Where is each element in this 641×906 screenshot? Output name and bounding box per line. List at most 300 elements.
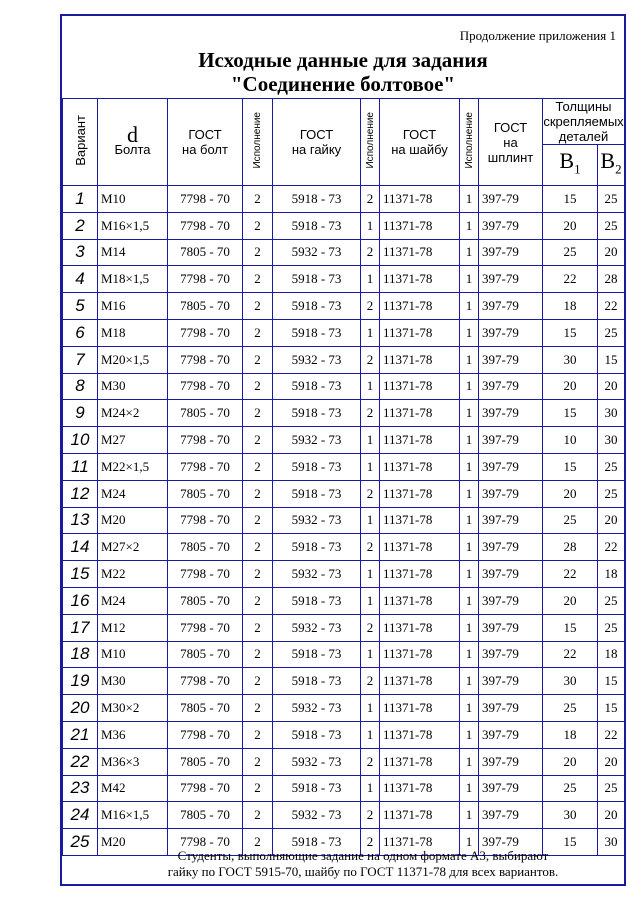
- cell-n: 18: [63, 641, 98, 668]
- d-label: Болта: [114, 142, 151, 157]
- cell-e1: 2: [243, 695, 273, 722]
- cell-b2: 20: [598, 507, 625, 534]
- cell-b1: 25: [543, 239, 598, 266]
- cell-e1: 2: [243, 534, 273, 561]
- cell-b1: 15: [543, 453, 598, 480]
- continuation-note: Продолжение приложения 1: [459, 28, 616, 43]
- table-row: [63, 721, 625, 748]
- cell-pin: 397-79: [479, 802, 543, 829]
- cell-bolt: 7798 - 70: [168, 829, 243, 856]
- cell-e2: 1: [361, 453, 380, 480]
- cell-nut: 5932 - 73: [273, 427, 361, 454]
- cell-pin: 397-79: [479, 319, 543, 346]
- cell-nut: 5918 - 73: [273, 453, 361, 480]
- cell-n: 17: [63, 614, 98, 641]
- cell-n: 24: [63, 802, 98, 829]
- cell-pin: 397-79: [479, 373, 543, 400]
- cell-e1: 2: [243, 239, 273, 266]
- cell-d: M30: [98, 668, 168, 695]
- cell-e3: 1: [460, 748, 479, 775]
- cell-e3: 1: [460, 373, 479, 400]
- cell-washer: 11371-78: [380, 507, 460, 534]
- table-row: [63, 266, 625, 293]
- cell-nut: 5918 - 73: [273, 534, 361, 561]
- cell-bolt: 7805 - 70: [168, 587, 243, 614]
- cell-washer: 11371-78: [380, 453, 460, 480]
- cell-e2: 2: [361, 802, 380, 829]
- cell-d: M14: [98, 239, 168, 266]
- cell-washer: 11371-78: [380, 293, 460, 320]
- cell-pin: 397-79: [479, 186, 543, 213]
- cell-e2: 1: [361, 641, 380, 668]
- cell-pin: 397-79: [479, 293, 543, 320]
- table-row: [63, 561, 625, 588]
- cell-b1: 30: [543, 668, 598, 695]
- cell-washer: 11371-78: [380, 480, 460, 507]
- cell-e3: 1: [460, 721, 479, 748]
- cell-e1: 2: [243, 668, 273, 695]
- table-row: [63, 346, 625, 373]
- cell-pin: 397-79: [479, 587, 543, 614]
- cell-e3: 1: [460, 427, 479, 454]
- cell-d: M16×1,5: [98, 802, 168, 829]
- cell-e1: 2: [243, 561, 273, 588]
- cell-b2: 18: [598, 561, 625, 588]
- cell-e3: 1: [460, 829, 479, 856]
- cell-bolt: 7798 - 70: [168, 507, 243, 534]
- col-b1: $B_1$: [543, 145, 598, 186]
- cell-b1: 22: [543, 561, 598, 588]
- cell-b2: 20: [598, 802, 625, 829]
- cell-washer: 11371-78: [380, 775, 460, 802]
- cell-d: M20×1,5: [98, 346, 168, 373]
- cell-e2: 2: [361, 293, 380, 320]
- cell-nut: 5932 - 73: [273, 239, 361, 266]
- cell-e3: 1: [460, 614, 479, 641]
- cell-bolt: 7805 - 70: [168, 480, 243, 507]
- cell-e2: 1: [361, 775, 380, 802]
- cell-nut: 5918 - 73: [273, 186, 361, 213]
- col-d: [98, 99, 168, 186]
- cell-pin: 397-79: [479, 561, 543, 588]
- header-row: [63, 99, 625, 145]
- cell-e1: 2: [243, 212, 273, 239]
- cell-washer: 11371-78: [380, 534, 460, 561]
- cell-b2: 25: [598, 453, 625, 480]
- cell-d: M24: [98, 480, 168, 507]
- cell-nut: 5932 - 73: [273, 695, 361, 722]
- cell-b2: 20: [598, 748, 625, 775]
- cell-b2: 20: [598, 239, 625, 266]
- cell-e2: 1: [361, 266, 380, 293]
- col-thickness: Толщины скрепляемых деталей: [543, 99, 624, 144]
- cell-n: 6: [63, 319, 98, 346]
- cell-nut: 5918 - 73: [273, 668, 361, 695]
- cell-washer: 11371-78: [380, 802, 460, 829]
- cell-d: M10: [98, 641, 168, 668]
- cell-washer: 11371-78: [380, 400, 460, 427]
- cell-b1: 20: [543, 212, 598, 239]
- cell-e2: 1: [361, 695, 380, 722]
- cell-bolt: 7798 - 70: [168, 319, 243, 346]
- cell-n: 13: [63, 507, 98, 534]
- cell-washer: 11371-78: [380, 319, 460, 346]
- cell-e3: 1: [460, 400, 479, 427]
- cell-nut: 5918 - 73: [273, 266, 361, 293]
- cell-b2: 30: [598, 400, 625, 427]
- cell-b2: 25: [598, 212, 625, 239]
- cell-washer: 11371-78: [380, 239, 460, 266]
- cell-d: M18×1,5: [98, 266, 168, 293]
- cell-pin: 397-79: [479, 400, 543, 427]
- cell-e2: 2: [361, 668, 380, 695]
- table-row: [63, 695, 625, 722]
- cell-nut: 5932 - 73: [273, 346, 361, 373]
- cell-bolt: 7798 - 70: [168, 775, 243, 802]
- cell-e1: 2: [243, 748, 273, 775]
- cell-bolt: 7798 - 70: [168, 561, 243, 588]
- cell-pin: 397-79: [479, 668, 543, 695]
- cell-e2: 2: [361, 239, 380, 266]
- cell-n: 4: [63, 266, 98, 293]
- cell-e3: 1: [460, 266, 479, 293]
- cell-e2: 2: [361, 480, 380, 507]
- variants-table: [62, 98, 625, 856]
- cell-b1: 28: [543, 534, 598, 561]
- cell-e1: 2: [243, 373, 273, 400]
- cell-nut: 5918 - 73: [273, 641, 361, 668]
- cell-b2: 22: [598, 534, 625, 561]
- cell-e1: 2: [243, 319, 273, 346]
- table-row: [63, 427, 625, 454]
- cell-b2: 25: [598, 480, 625, 507]
- cell-b2: 25: [598, 319, 625, 346]
- col-execution-3: Исполнение: [460, 99, 479, 186]
- cell-bolt: 7798 - 70: [168, 721, 243, 748]
- table-row: [63, 614, 625, 641]
- cell-washer: 11371-78: [380, 641, 460, 668]
- cell-washer: 11371-78: [380, 614, 460, 641]
- cell-e3: 1: [460, 587, 479, 614]
- cell-b2: 15: [598, 695, 625, 722]
- cell-e1: 2: [243, 641, 273, 668]
- cell-nut: 5918 - 73: [273, 587, 361, 614]
- cell-e3: 1: [460, 802, 479, 829]
- cell-d: M27: [98, 427, 168, 454]
- cell-washer: 11371-78: [380, 721, 460, 748]
- cell-n: 7: [63, 346, 98, 373]
- cell-b1: 30: [543, 346, 598, 373]
- table-body: [63, 186, 625, 856]
- table-row: [63, 239, 625, 266]
- cell-e2: 1: [361, 319, 380, 346]
- cell-nut: 5918 - 73: [273, 480, 361, 507]
- cell-bolt: 7805 - 70: [168, 400, 243, 427]
- cell-e1: 2: [243, 587, 273, 614]
- cell-bolt: 7805 - 70: [168, 534, 243, 561]
- cell-b1: 22: [543, 266, 598, 293]
- cell-d: M22×1,5: [98, 453, 168, 480]
- cell-e3: 1: [460, 507, 479, 534]
- cell-b2: 25: [598, 587, 625, 614]
- cell-pin: 397-79: [479, 829, 543, 856]
- cell-b2: 22: [598, 293, 625, 320]
- col-b2: $B_2$: [598, 145, 625, 186]
- cell-washer: 11371-78: [380, 427, 460, 454]
- cell-pin: 397-79: [479, 534, 543, 561]
- cell-n: 16: [63, 587, 98, 614]
- cell-e3: 1: [460, 775, 479, 802]
- title-line-1: Исходные данные для задания: [198, 48, 488, 72]
- cell-washer: 11371-78: [380, 186, 460, 213]
- col-execution-2: Исполнение: [361, 99, 380, 186]
- cell-b1: 20: [543, 480, 598, 507]
- cell-nut: 5932 - 73: [273, 507, 361, 534]
- cell-nut: 5918 - 73: [273, 212, 361, 239]
- cell-nut: 5932 - 73: [273, 614, 361, 641]
- table-row: [63, 480, 625, 507]
- cell-e3: 1: [460, 186, 479, 213]
- cell-d: M16: [98, 293, 168, 320]
- cell-e1: 2: [243, 186, 273, 213]
- cell-b1: 15: [543, 319, 598, 346]
- cell-nut: 5918 - 73: [273, 293, 361, 320]
- cell-nut: 5932 - 73: [273, 748, 361, 775]
- cell-e1: 2: [243, 293, 273, 320]
- cell-d: M36: [98, 721, 168, 748]
- cell-b1: 25: [543, 695, 598, 722]
- cell-d: M30: [98, 373, 168, 400]
- cell-e1: 2: [243, 507, 273, 534]
- cell-bolt: 7805 - 70: [168, 748, 243, 775]
- cell-d: M16×1,5: [98, 212, 168, 239]
- cell-d: M30×2: [98, 695, 168, 722]
- cell-e2: 1: [361, 507, 380, 534]
- cell-e2: 1: [361, 427, 380, 454]
- cell-d: M42: [98, 775, 168, 802]
- cell-d: M24: [98, 587, 168, 614]
- cell-d: M10: [98, 186, 168, 213]
- table-row: [63, 802, 625, 829]
- cell-n: 14: [63, 534, 98, 561]
- cell-e2: 2: [361, 400, 380, 427]
- cell-bolt: 7805 - 70: [168, 239, 243, 266]
- cell-b2: 30: [598, 427, 625, 454]
- cell-pin: 397-79: [479, 427, 543, 454]
- cell-e1: 2: [243, 480, 273, 507]
- cell-n: 15: [63, 561, 98, 588]
- cell-bolt: 7805 - 70: [168, 695, 243, 722]
- col-gost-nut: ГОСТ на гайку: [273, 99, 361, 186]
- cell-b2: 15: [598, 668, 625, 695]
- table-row: [63, 373, 625, 400]
- cell-d: M24×2: [98, 400, 168, 427]
- table-row: [63, 186, 625, 213]
- cell-e3: 1: [460, 641, 479, 668]
- cell-pin: 397-79: [479, 614, 543, 641]
- cell-e1: 2: [243, 614, 273, 641]
- cell-e1: 2: [243, 721, 273, 748]
- cell-e1: 2: [243, 346, 273, 373]
- cell-n: 23: [63, 775, 98, 802]
- cell-pin: 397-79: [479, 480, 543, 507]
- cell-b2: 20: [598, 373, 625, 400]
- cell-pin: 397-79: [479, 239, 543, 266]
- cell-b1: 25: [543, 507, 598, 534]
- cell-washer: 11371-78: [380, 668, 460, 695]
- cell-b1: 22: [543, 641, 598, 668]
- table-row: [63, 293, 625, 320]
- cell-washer: 11371-78: [380, 748, 460, 775]
- cell-e2: 1: [361, 587, 380, 614]
- cell-pin: 397-79: [479, 453, 543, 480]
- cell-e3: 1: [460, 668, 479, 695]
- cell-e3: 1: [460, 346, 479, 373]
- cell-e1: 2: [243, 266, 273, 293]
- cell-washer: 11371-78: [380, 695, 460, 722]
- cell-e3: 1: [460, 561, 479, 588]
- cell-d: M27×2: [98, 534, 168, 561]
- cell-pin: 397-79: [479, 695, 543, 722]
- cell-n: 9: [63, 400, 98, 427]
- footer-line-1: Студенты, выполняющие задание на одном формате А3, выбирают: [177, 848, 549, 863]
- table-row: [63, 453, 625, 480]
- cell-washer: 11371-78: [380, 373, 460, 400]
- cell-bolt: 7805 - 70: [168, 293, 243, 320]
- cell-e3: 1: [460, 453, 479, 480]
- cell-bolt: 7798 - 70: [168, 266, 243, 293]
- cell-bolt: 7805 - 70: [168, 641, 243, 668]
- cell-e3: 1: [460, 239, 479, 266]
- cell-b2: 25: [598, 614, 625, 641]
- cell-nut: 5932 - 73: [273, 561, 361, 588]
- cell-e2: 2: [361, 748, 380, 775]
- col-variant: Вариант: [63, 99, 98, 186]
- cell-e2: 2: [361, 534, 380, 561]
- cell-e1: 2: [243, 775, 273, 802]
- cell-washer: 11371-78: [380, 587, 460, 614]
- cell-b1: 25: [543, 775, 598, 802]
- cell-b1: 18: [543, 721, 598, 748]
- cell-b1: 15: [543, 186, 598, 213]
- cell-e2: 1: [361, 561, 380, 588]
- cell-nut: 5918 - 73: [273, 400, 361, 427]
- cell-bolt: 7798 - 70: [168, 212, 243, 239]
- cell-d: M20: [98, 829, 168, 856]
- cell-nut: 5918 - 73: [273, 829, 361, 856]
- cell-b2: 28: [598, 266, 625, 293]
- cell-pin: 397-79: [479, 346, 543, 373]
- cell-n: 3: [63, 239, 98, 266]
- cell-bolt: 7798 - 70: [168, 614, 243, 641]
- cell-pin: 397-79: [479, 212, 543, 239]
- cell-bolt: 7798 - 70: [168, 668, 243, 695]
- cell-e3: 1: [460, 293, 479, 320]
- cell-washer: 11371-78: [380, 266, 460, 293]
- table-row: [63, 748, 625, 775]
- cell-bolt: 7805 - 70: [168, 802, 243, 829]
- cell-b1: 10: [543, 427, 598, 454]
- cell-n: 12: [63, 480, 98, 507]
- table-row: [63, 641, 625, 668]
- cell-b2: 22: [598, 721, 625, 748]
- col-gost-bolt: ГОСТ на болт: [168, 99, 243, 186]
- cell-washer: 11371-78: [380, 212, 460, 239]
- table-row: [63, 587, 625, 614]
- cell-e3: 1: [460, 319, 479, 346]
- cell-bolt: 7798 - 70: [168, 427, 243, 454]
- col-execution-1: Исполнение: [243, 99, 273, 186]
- cell-n: 10: [63, 427, 98, 454]
- cell-b1: 20: [543, 587, 598, 614]
- cell-n: 22: [63, 748, 98, 775]
- cell-bolt: 7798 - 70: [168, 373, 243, 400]
- cell-bolt: 7798 - 70: [168, 453, 243, 480]
- table-row: [63, 775, 625, 802]
- cell-pin: 397-79: [479, 748, 543, 775]
- cell-nut: 5918 - 73: [273, 319, 361, 346]
- cell-nut: 5918 - 73: [273, 775, 361, 802]
- cell-n: 21: [63, 721, 98, 748]
- cell-bolt: 7798 - 70: [168, 186, 243, 213]
- cell-b1: 18: [543, 293, 598, 320]
- cell-b1: 20: [543, 748, 598, 775]
- cell-e1: 2: [243, 453, 273, 480]
- page-frame: [60, 14, 626, 886]
- cell-e1: 2: [243, 427, 273, 454]
- cell-d: M12: [98, 614, 168, 641]
- cell-e3: 1: [460, 534, 479, 561]
- cell-b2: 30: [598, 829, 625, 856]
- cell-e3: 1: [460, 695, 479, 722]
- cell-e2: 1: [361, 212, 380, 239]
- cell-bolt: 7798 - 70: [168, 346, 243, 373]
- cell-b2: 25: [598, 186, 625, 213]
- cell-e2: 2: [361, 186, 380, 213]
- cell-pin: 397-79: [479, 266, 543, 293]
- title-line-2: "Соединение болтовое": [230, 72, 456, 96]
- cell-e3: 1: [460, 212, 479, 239]
- cell-b2: 25: [598, 775, 625, 802]
- cell-e2: 2: [361, 614, 380, 641]
- cell-washer: 11371-78: [380, 561, 460, 588]
- table-row: [63, 668, 625, 695]
- cell-pin: 397-79: [479, 641, 543, 668]
- cell-e3: 1: [460, 480, 479, 507]
- cell-pin: 397-79: [479, 507, 543, 534]
- cell-d: M36×3: [98, 748, 168, 775]
- cell-e2: 1: [361, 373, 380, 400]
- page-title: [62, 48, 624, 96]
- d-symbol: d: [127, 122, 138, 147]
- cell-e2: 2: [361, 829, 380, 856]
- cell-n: 1: [63, 186, 98, 213]
- table-row: [63, 400, 625, 427]
- cell-pin: 397-79: [479, 721, 543, 748]
- cell-d: M22: [98, 561, 168, 588]
- cell-washer: 11371-78: [380, 346, 460, 373]
- cell-n: 25: [63, 829, 98, 856]
- cell-n: 2: [63, 212, 98, 239]
- cell-pin: 397-79: [479, 775, 543, 802]
- cell-nut: 5918 - 73: [273, 721, 361, 748]
- cell-n: 11: [63, 453, 98, 480]
- col-gost-pin: ГОСТ на шплинт: [479, 99, 543, 186]
- cell-e1: 2: [243, 802, 273, 829]
- cell-n: 19: [63, 668, 98, 695]
- cell-e1: 2: [243, 829, 273, 856]
- cell-d: M20: [98, 507, 168, 534]
